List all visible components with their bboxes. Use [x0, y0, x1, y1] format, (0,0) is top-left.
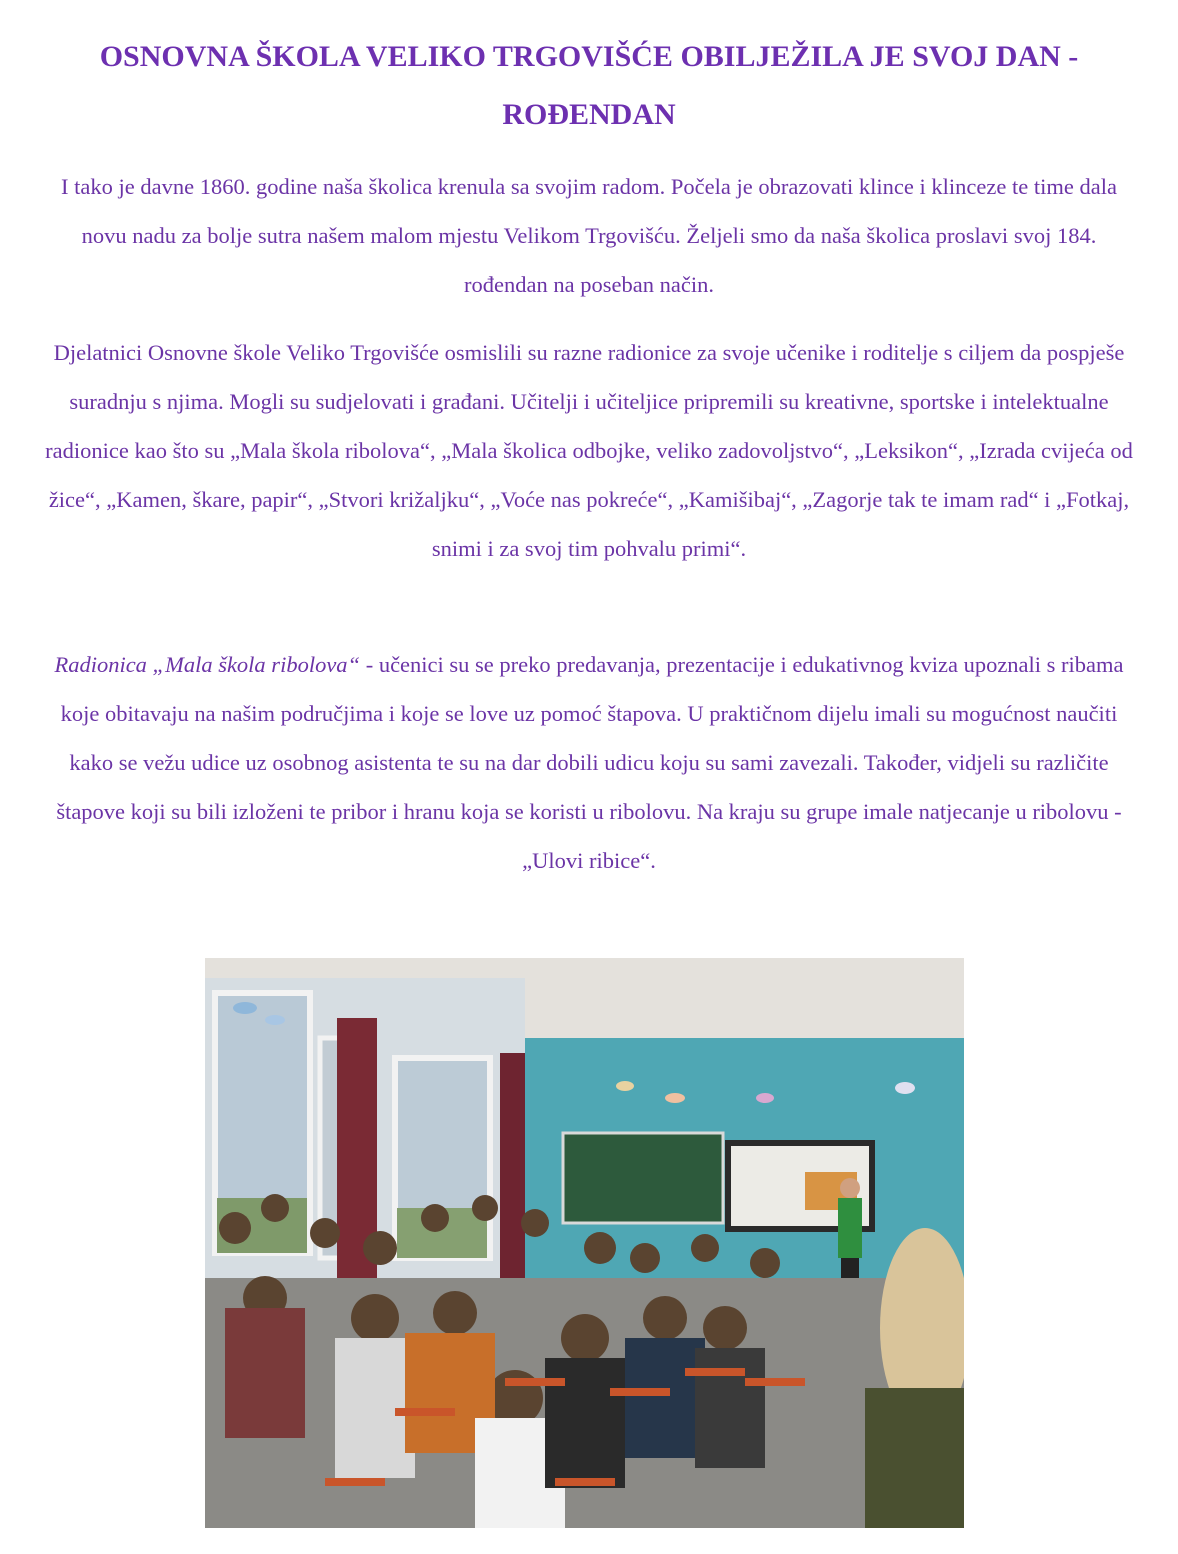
workshop-name: Radionica „Mala škola ribolova“ [54, 652, 361, 677]
article-title: OSNOVNA ŠKOLA VELIKO TRGOVIŠĆE OBILJEŽILA JE SVOJ DAN - ROĐENDAN [99, 40, 1079, 131]
classroom-photo [205, 958, 964, 1528]
paragraph-intro: I tako je davne 1860. godine naša školica krenula sa svojim radom. Počela je obrazovati klince i klinceze te time dala novu nadu za bolje sutra našem malom mjestu Velikom Trgovišću. Željeli smo da naša školica proslavi svoj 184. rođendan na poseban način. [61, 174, 1117, 297]
workshop-description: - učenici su se preko predavanja, prezentacije i edukativnog kviza upoznali s ribama koje obitavaju na našim područjima i koje se love uz pomoć štapova. U praktičnom dijelu imali su mogućnost naučiti kako se vežu udice uz osobnog asistenta te su na dar dobili udicu koju su sami zavezali. Također, vidjeli su različite štapove koji su bili izloženi te pribor i hranu koja se koristi u ribolovu. Na kraju su grupe imale natjecanje u ribolovu - „Ulovi ribice“. [56, 652, 1124, 873]
paragraph-workshops: Djelatnici Osnovne škole Veliko Trgovišće osmislili su razne radionice za svoje učenike i roditelje s ciljem da pospješe suradnju s njima. Mogli su sudjelovati i građani. Učitelji i učiteljice pripremili su kreativne, sportske i intelektualne radionice kao što su „Mala škola ribolova“, „Mala školica odbojke, veliko zadovoljstvo“, „Leksikon“, „Izrada cvijeća od žice“, „Kamen, škare, papir“, „Stvori križaljku“, „Voće nas pokreće“, „Kamišibaj“, „Zagorje tak te imam rad“ i „Fotkaj, snimi i za svoj tim pohvalu primi“. [45, 340, 1133, 561]
paragraph-fishing-workshop [40, 640, 1138, 885]
